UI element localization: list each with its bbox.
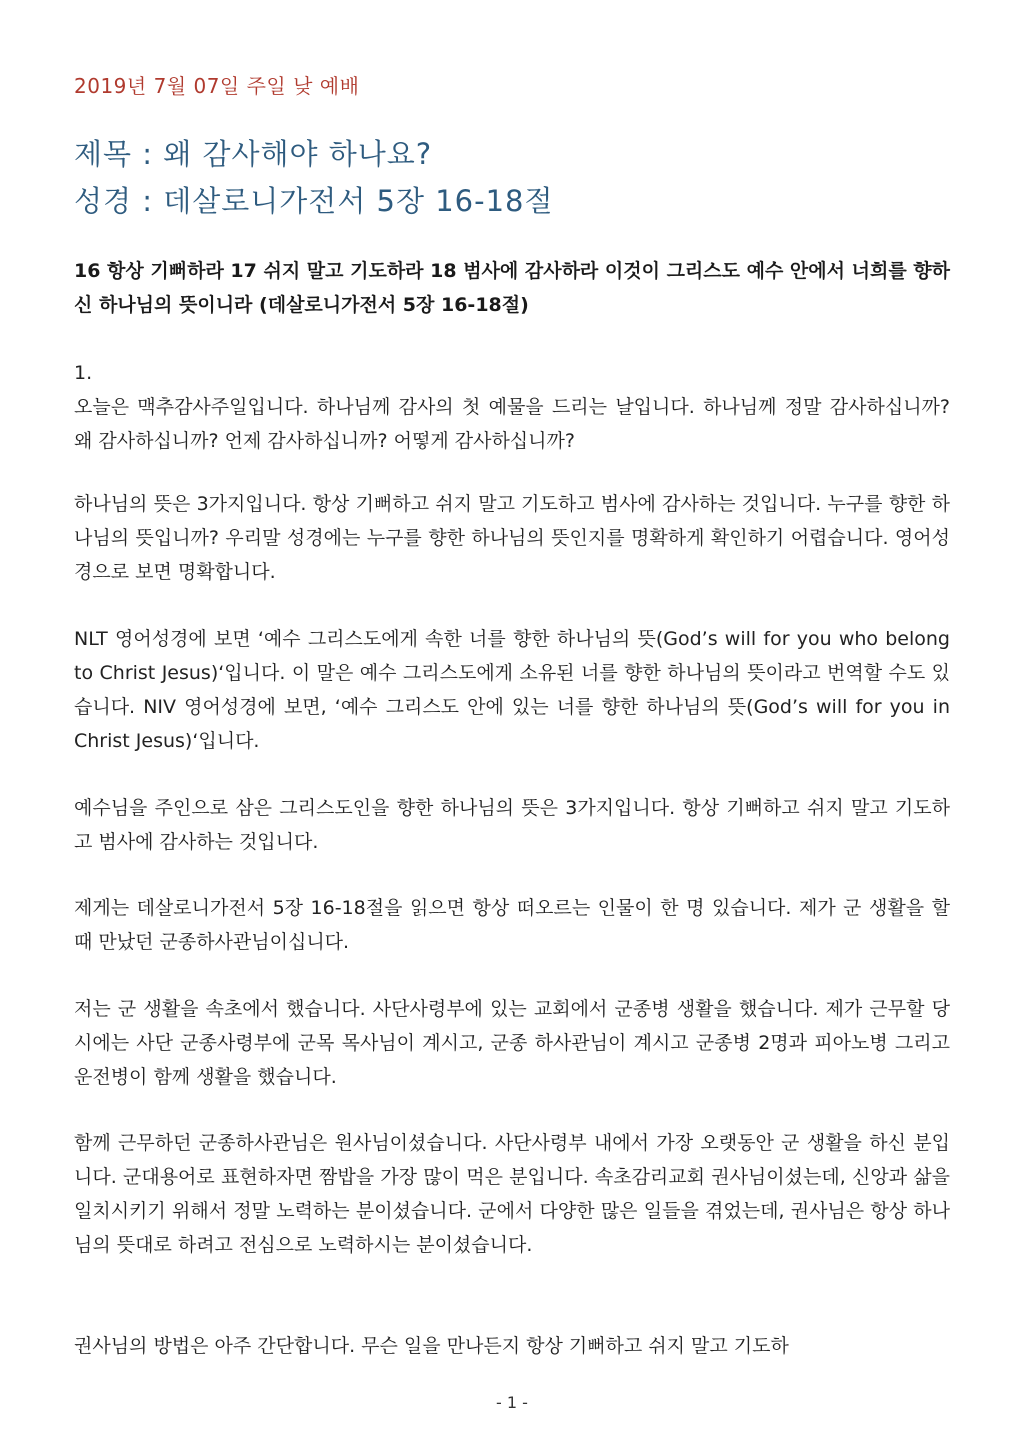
section-number: 1. (74, 362, 93, 384)
paragraph-7: 함께 근무하던 군종하사관님은 원사님이셨습니다. 사단사령부 내에서 가장 오랫동안 군 생활을 하신 분입니다. 군대용어로 표현하자면 짬밥을 가장 많이 먹은 분입니다. 속초감리교회 권사님이셨는데, 신앙과 삶을 일치시키기 위해서 정말 노력하는 분이셨습니다. 군에서 다양한 많은 일들을 겪었는데, 권사님은 항상 하나님의 뜻대로 하려고 전심으로 노력하시는 분이셨습니다. (74, 1132, 950, 1256)
page-number: - 1 - (496, 1393, 528, 1412)
service-date: 2019년 7월 07일 주일 낮 예배 (74, 74, 360, 98)
paragraph-2: 하나님의 뜻은 3가지입니다. 항상 기뻐하고 쉬지 말고 기도하고 범사에 감사하는 것입니다. 누구를 향한 하나님의 뜻입니까? 우리말 성경에는 누구를 향한 하나님의 뜻인지를 명확하게 확인하기 어렵습니다. 영어성경으로 보면 명확합니다. (74, 493, 950, 583)
paragraph-4: 예수님을 주인으로 삼은 그리스도인을 향한 하나님의 뜻은 3가지입니다. 항상 기뻐하고 쉬지 말고 기도하고 범사에 감사하는 것입니다. (74, 797, 950, 853)
scripture-reference: 성경 : 데살로니가전서 5장 16-18절 (74, 184, 554, 218)
sermon-title: 제목 : 왜 감사해야 하나요? (74, 137, 433, 171)
paragraph-3: NLT 영어성경에 보면 ‘예수 그리스도에게 속한 너를 향한 하나님의 뜻(God’s will for you who belong to Christ Jesus)‘입니다. 이 말은 예수 그리스도에게 소유된 너를 향한 하나님의 뜻이라고 번역할 수도 있습니다. NIV 영어성경에 보면, ‘예수 그리스도 안에 있는 너를 향한 하나님의 뜻(God’s will for you in Christ Jesus)‘입니다. (74, 628, 950, 752)
paragraph-5: 제게는 데살로니가전서 5장 16-18절을 읽으면 항상 떠오르는 인물이 한 명 있습니다. 제가 군 생활을 할 때 만났던 군종하사관님이십니다. (74, 897, 950, 953)
paragraph-8: 권사님의 방법은 아주 간단합니다. 무슨 일을 만나든지 항상 기뻐하고 쉬지 말고 기도하 (74, 1335, 789, 1357)
paragraph-6: 저는 군 생활을 속초에서 했습니다. 사단사령부에 있는 교회에서 군종병 생활을 했습니다. 제가 근무할 당시에는 사단 군종사령부에 군목 목사님이 계시고, 군종 하사관님이 계시고 군종병 2명과 피아노병 그리고 운전병이 함께 생활을 했습니다. (74, 998, 950, 1088)
scripture-verse: 16 항상 기뻐하라 17 쉬지 말고 기도하라 18 범사에 감사하라 이것이 그리스도 예수 안에서 너희를 향하신 하나님의 뜻이니라 (데살로니가전서 5장 16-18절) (74, 260, 950, 316)
paragraph-1: 오늘은 맥추감사주일입니다. 하나님께 감사의 첫 예물을 드리는 날입니다. 하나님께 정말 감사하십니까? 왜 감사하십니까? 언제 감사하십니까? 어떻게 감사하십니까? (74, 396, 950, 452)
